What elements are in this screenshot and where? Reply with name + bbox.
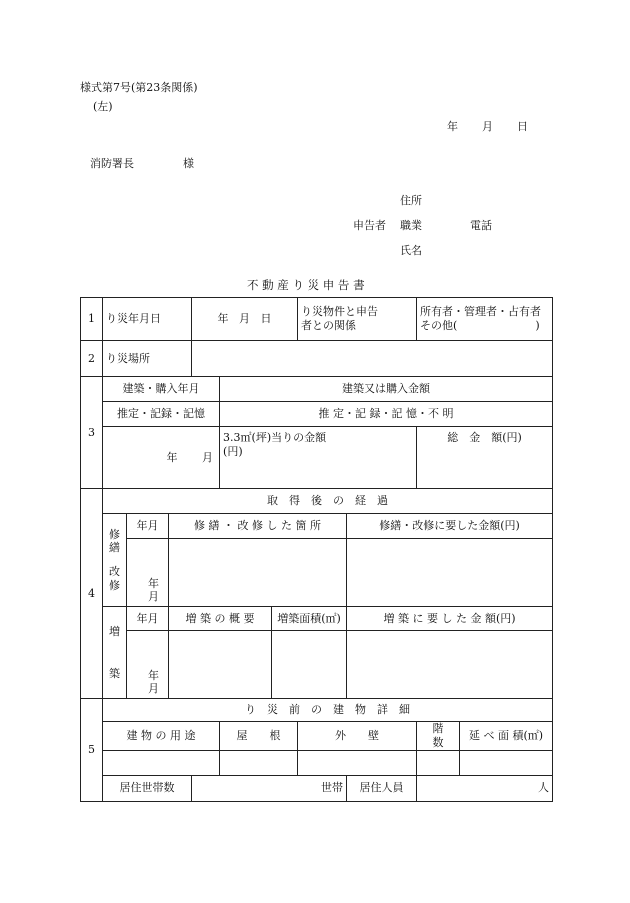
residents-label: 居住人員 [347, 775, 417, 801]
row-residents [81, 775, 553, 801]
row-extension-values [81, 631, 553, 699]
estimate-options[interactable]: 推 定・記 録・記 憶・不 明 [220, 402, 553, 427]
month-label: 月 [239, 312, 251, 326]
repair-cost-field[interactable] [347, 539, 553, 607]
repair-label: 修 繕 改 修 [103, 514, 127, 607]
disaster-report-form [80, 297, 553, 802]
building-use-label: 建 物 の 用 途 [103, 722, 220, 751]
floors-field[interactable] [417, 750, 460, 775]
month-label: 月 [148, 590, 159, 604]
name-label: 氏名 [400, 244, 422, 257]
honorific-label: 様 [183, 157, 194, 170]
households-label: 居住世帯数 [103, 775, 192, 801]
relation-label [298, 298, 417, 341]
residents-field[interactable] [417, 775, 553, 801]
year-label: 年 [217, 312, 229, 326]
extension-cost-label: 増 築 に 要 し た 金 額(円) [347, 607, 553, 631]
row-estimate [81, 402, 553, 427]
total-amount-label: 総 金 額(円) [447, 431, 522, 444]
row-number: 4 [81, 489, 103, 699]
form-number-label: 様式第7号(第23条関係) [80, 81, 198, 94]
relation-close: ) [535, 319, 540, 332]
row-building-values [81, 750, 553, 775]
document-title: 不 動 産 り 災 申 告 書 [247, 278, 365, 292]
row-disaster-date [81, 298, 553, 341]
disaster-date-field[interactable] [192, 298, 298, 341]
month-label: 月 [202, 450, 214, 464]
purchase-date-field[interactable] [103, 427, 220, 489]
addressee-label: 消防署長 [90, 157, 134, 170]
year-label: 年 [148, 576, 159, 590]
date-year-label: 年 [447, 120, 458, 133]
roof-field[interactable] [220, 750, 298, 775]
building-section-title: り 災 前 の 建 物 詳 細 [103, 699, 553, 722]
building-use-field[interactable] [103, 750, 220, 775]
row-disaster-location [81, 341, 553, 377]
relation-label-line-1: り災物件と申告 [301, 305, 379, 319]
row-building-header [81, 722, 553, 751]
extension-date-label: 年月 [127, 607, 169, 631]
occupation-label: 職業 [400, 219, 422, 232]
extension-summary-label: 増 築 の 概 要 [169, 607, 272, 631]
disaster-location-label: り災場所 [103, 341, 192, 377]
row-repair-header [81, 514, 553, 539]
relation-options: 所有者・管理者・占有者 [420, 305, 542, 319]
floor-area-field[interactable] [460, 750, 553, 775]
disaster-date-label: り災年月日 [103, 298, 192, 341]
estimate-label: 推定・記録・記憶 [103, 402, 220, 427]
extension-area-label: 増築面積(㎡) [272, 607, 347, 631]
extension-date-field[interactable] [127, 631, 169, 699]
purchase-amount-label: 建築又は購入金額 [220, 377, 553, 402]
unit-price-field[interactable] [220, 427, 417, 489]
wall-label: 外 壁 [298, 722, 417, 751]
repair-place-field[interactable] [169, 539, 347, 607]
households-field[interactable] [192, 775, 347, 801]
phone-label: 電話 [470, 219, 492, 232]
wall-field[interactable] [298, 750, 417, 775]
floor-area-label: 延 べ 面 積(㎡) [460, 722, 553, 751]
extension-summary-field[interactable] [169, 631, 272, 699]
repair-cost-label: 修繕・改修に要した金額(円) [347, 514, 553, 539]
row-number: 5 [81, 699, 103, 802]
address-label: 住所 [400, 194, 422, 207]
row-purchase-header [81, 377, 553, 402]
row-number: 3 [81, 377, 103, 489]
row-repair-values [81, 539, 553, 607]
extension-cost-field[interactable] [347, 631, 553, 699]
row-number: 1 [81, 298, 103, 341]
row-number: 2 [81, 341, 103, 377]
disaster-location-field[interactable] [192, 341, 553, 377]
extension-area-field[interactable] [272, 631, 347, 699]
date-month-label: 月 [482, 120, 493, 133]
year-label: 年 [148, 668, 159, 682]
history-section-title: 取 得 後 の 経 過 [103, 489, 553, 514]
extension-label: 増 築 [103, 607, 127, 699]
side-label: (左) [93, 100, 113, 113]
year-label: 年 [166, 450, 178, 464]
roof-label: 屋 根 [220, 722, 298, 751]
row-purchase-values [81, 427, 553, 489]
repair-date-field[interactable] [127, 539, 169, 607]
residents-unit: 人 [538, 781, 550, 795]
day-label: 日 [260, 312, 272, 326]
relation-label-line-2: 者との関係 [301, 319, 357, 332]
relation-field[interactable] [417, 298, 553, 341]
applicant-label: 申告者 [353, 219, 386, 232]
total-amount-field[interactable] [417, 427, 553, 489]
row-history-title [81, 489, 553, 514]
repair-date-label: 年月 [127, 514, 169, 539]
households-unit: 世帯 [321, 781, 344, 795]
floors-label: 階 数 [417, 722, 460, 751]
relation-other: その他( [420, 319, 458, 332]
date-day-label: 日 [517, 120, 528, 133]
month-label: 月 [148, 682, 159, 696]
row-extension-header [81, 607, 553, 631]
row-building-title [81, 699, 553, 722]
unit-price-label-line-2: (円) [223, 444, 243, 458]
unit-price-label-line-1: 3.3㎡(坪)当りの金額 [223, 431, 327, 444]
repair-place-label: 修 繕 ・ 改 修 し た 箇 所 [169, 514, 347, 539]
purchase-date-label: 建築・購入年月 [103, 377, 220, 402]
